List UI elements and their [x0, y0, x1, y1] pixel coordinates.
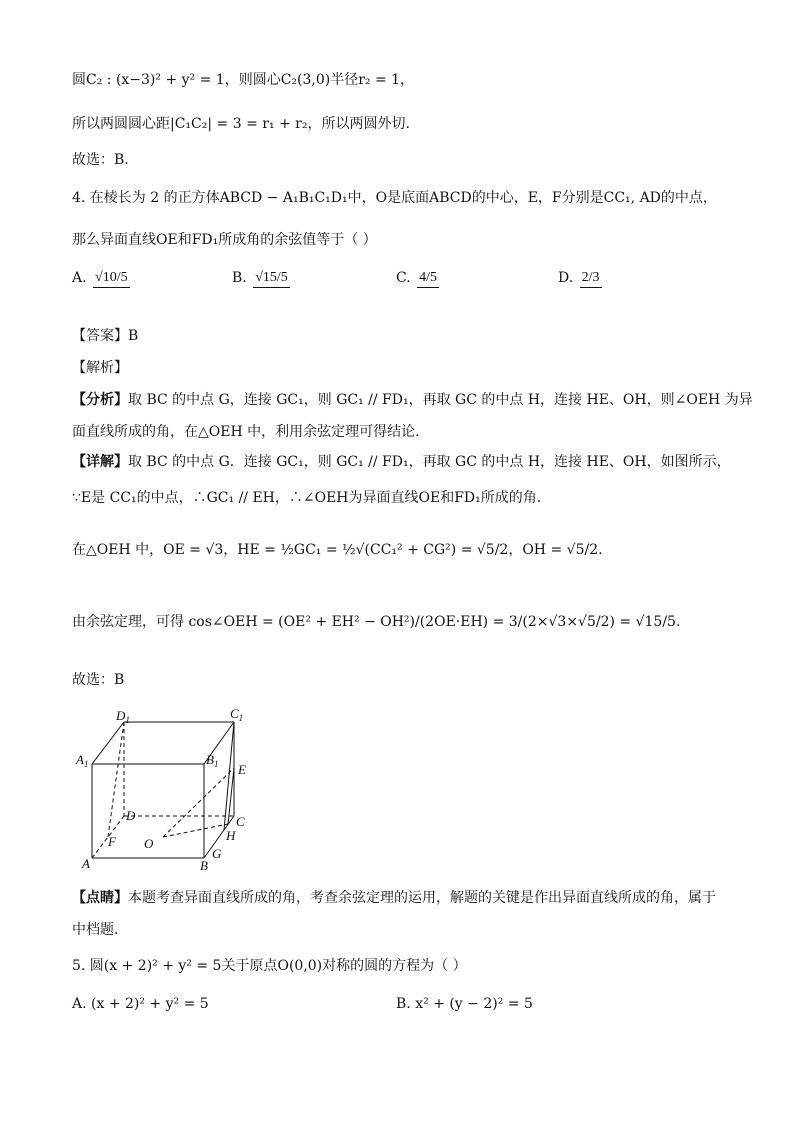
q4-option-c: [396, 268, 441, 288]
option-d-value: 2/3: [580, 269, 602, 288]
xiangjie-line-1: [72, 452, 731, 472]
dianjing-text-1: 本题考查异面直线所成的角，考查余弦定理的运用，解题的关键是作出异面直线所成的角，属于: [128, 890, 716, 906]
option-letter: D.: [558, 270, 574, 286]
xiangjie-tag: 【详解】: [72, 454, 128, 470]
xiangjie-text-1: 取 BC 的中点 G．连接 GC₁，则 GC₁ // FD₁，再取 GC 的中点 H，连接 HE、OH，如图所示，: [128, 454, 731, 470]
conclusion: 故选：B: [72, 672, 125, 688]
label-D1: $D_1$: [116, 708, 130, 725]
dianjing-tag: 【点睛】: [72, 890, 128, 906]
fenxi-line-1: [72, 390, 753, 410]
option-c-fraction: [417, 269, 439, 288]
option-b-value: √15/5: [253, 269, 290, 288]
answer-line: [72, 326, 138, 346]
option-c-value: 4/5: [417, 269, 439, 288]
q5-title: 5. 圆(x + 2)² + y² = 5关于原点O(0,0)对称的圆的方程为（ ）: [72, 958, 467, 974]
label-H: H: [226, 828, 236, 843]
q5-option-b: B. x² + (y − 2)² = 5: [396, 996, 533, 1012]
label-O: O: [144, 836, 154, 851]
line-1: 圆C₂ : (x−3)² + y² = 1，则圆心C₂(3,0)半径r₂ = 1，: [72, 72, 415, 88]
xiangjie-line-2: ∵E是 CC₁的中点，∴GC₁ // EH，∴∠OEH为异面直线OE和FD₁所成的角.: [72, 490, 542, 506]
segment-OH: [163, 824, 228, 837]
label-A1: $A_1$: [76, 752, 89, 769]
fenxi-tag: 【分析】: [72, 392, 128, 408]
q4-option-b: [232, 268, 292, 288]
line-3: 故选：B.: [72, 152, 129, 168]
label-D: D: [126, 808, 136, 823]
segment-OE: [163, 768, 234, 837]
label-E: E: [238, 762, 246, 777]
analysis-tag: 【解析】: [72, 360, 128, 376]
fenxi-line-2: 面直线所成的角，在△OEH 中，利用余弦定理可得结论.: [72, 424, 420, 440]
option-a-fraction: [93, 269, 130, 288]
option-d-fraction: [580, 269, 602, 288]
dianjing-line-1: [72, 888, 716, 908]
answer-value: B: [128, 328, 139, 344]
line-2: 所以两圆圆心距|C₁C₂| = 3 = r₁ + r₂，所以两圆外切.: [72, 116, 410, 132]
xiangjie-line-4: 由余弦定理，可得 cos∠OEH = (OE² + EH² − OH²)/(2OE·EH) = 3/(2×√3×√5/2) = √15/5.: [72, 614, 681, 630]
label-B1: $B_1$: [206, 752, 219, 769]
option-a-value: √10/5: [93, 269, 130, 288]
q4-option-d: [558, 268, 604, 288]
label-A: A: [82, 856, 90, 871]
answer-tag: 【答案】: [72, 328, 128, 344]
xiangjie-line-3: 在△OEH 中，OE = √3，HE = ½GC₁ = ½√(CC₁² + CG²) = √5/2，OH = √5/2.: [72, 542, 603, 558]
fenxi-text-1: 取 BC 的中点 G，连接 GC₁，则 GC₁ // FD₁，再取 GC 的中点 H，连接 HE、OH，则∠OEH 为异: [128, 392, 753, 408]
label-C1: $C_1$: [230, 706, 244, 723]
label-F: F: [108, 834, 116, 849]
label-G: G: [212, 846, 222, 861]
dianjing-line-2: 中档题.: [72, 922, 119, 938]
option-b-fraction: [253, 269, 290, 288]
label-B: B: [200, 858, 208, 872]
label-C: C: [236, 814, 245, 829]
option-letter: B.: [232, 270, 247, 286]
q4-title-line-2: 那么异面直线OE和FD₁所成角的余弦值等于（ ）: [72, 232, 377, 248]
q4-title-line-1: 4. 在棱长为 2 的正方体ABCD − A₁B₁C₁D₁中，O是底面ABCD的中心，E，F分别是CC₁, AD的中点，: [72, 190, 717, 206]
option-letter: A.: [72, 270, 87, 286]
cube-figure: [72, 702, 272, 872]
option-letter: C.: [396, 270, 411, 286]
q5-option-a: A. (x + 2)² + y² = 5: [72, 996, 209, 1012]
q4-option-a: [72, 268, 132, 288]
